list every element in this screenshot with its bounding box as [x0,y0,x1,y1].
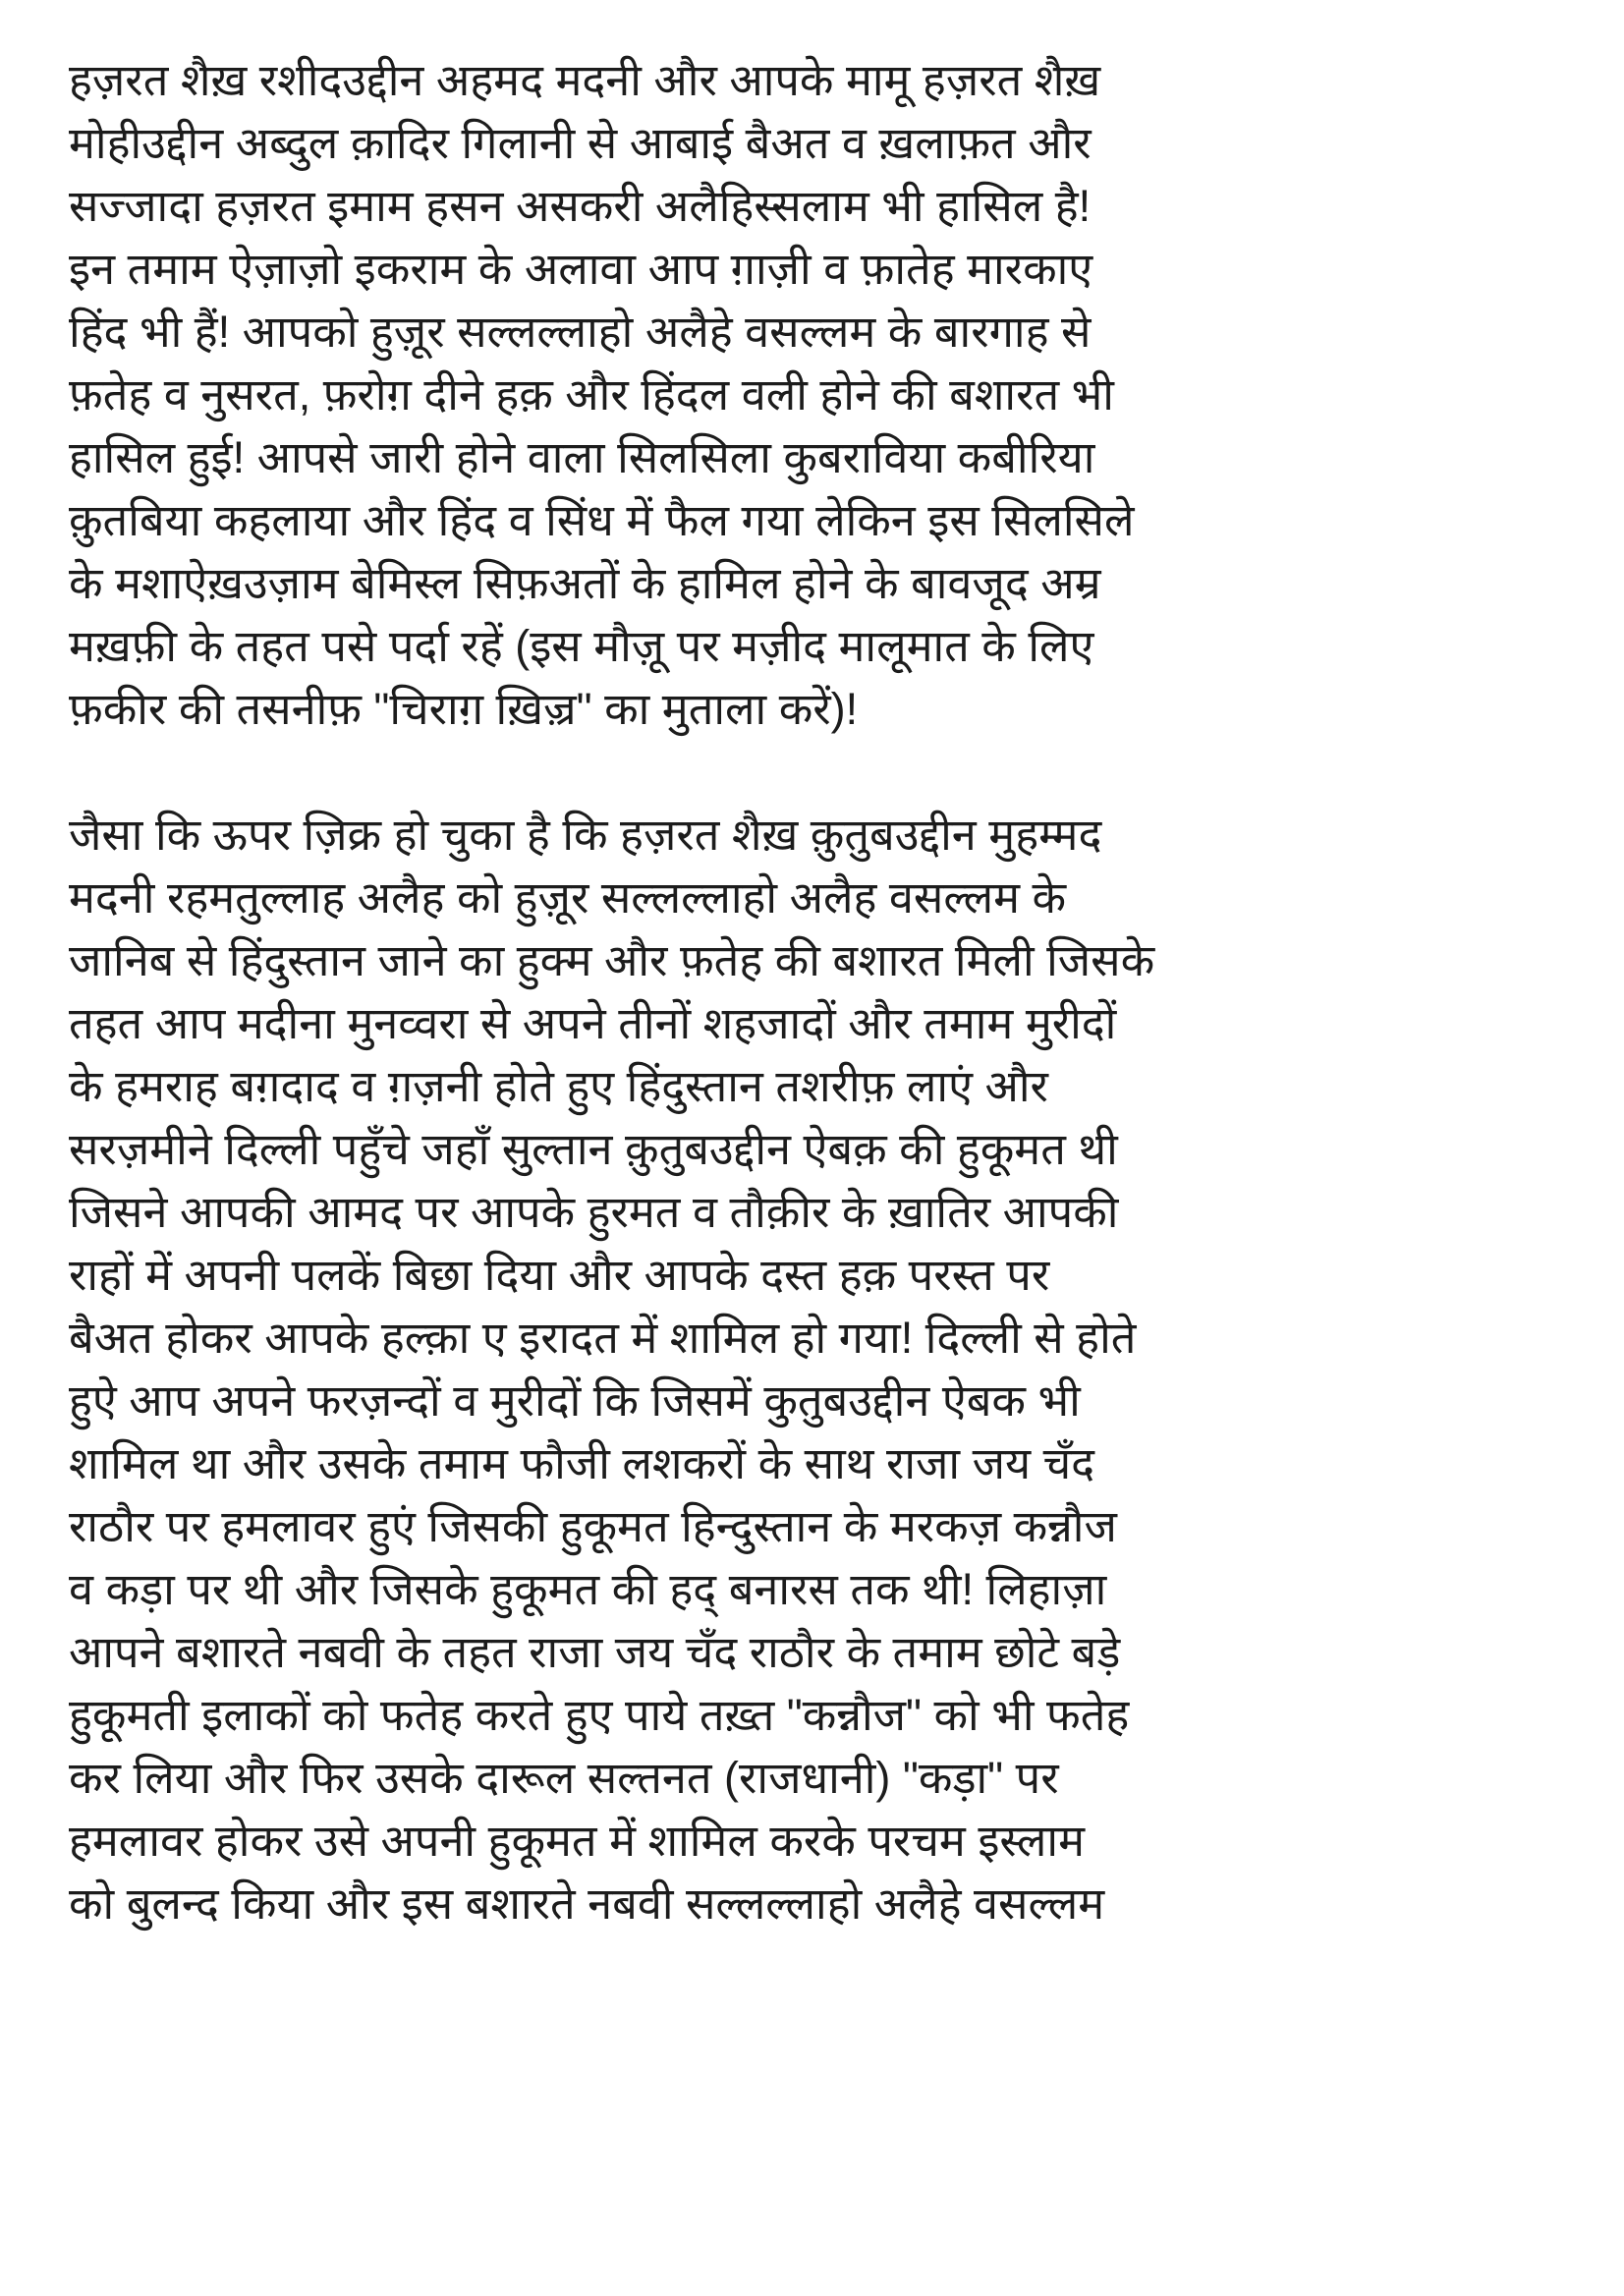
text-line: हुकूमती इलाकों को फतेह करते हुए पाये तख़्त "कन्नौज" को भी फतेह [69,1690,1130,1740]
text-line: मोहीउद्दीन अब्दुल क़ादिर गिलानी से आबाई बैअत व ख़लाफ़त और [69,118,1092,168]
text-line: के हमराह बग़दाद व ग़ज़नी होते हुए हिंदुस्तान तशरीफ़ लाएं और [69,1061,1048,1111]
text-line: तहत आप मदीना मुनव्वरा से अपने तीनों शहजादों और तमाम मुरीदों [69,998,1117,1048]
text-line: सरज़मीने दिल्ली पहुँचे जहाँ सुल्तान क़ुतुबउद्दीन ऐबक़ की हुकूमत थी [69,1124,1118,1174]
text-line: व कड़ा पर थी और जिसके हुकूमत की हद् बनारस तक थी! लिहाज़ा [69,1564,1107,1614]
text-line: को बुलन्द किया और इस बशारते नबवी सल्लल्लाहो अलैहे वसल्लम [69,1878,1105,1929]
text-line: फ़कीर की तसनीफ़ "चिराग़ ख़िज़्र" का मुताला करें)! [69,684,859,734]
text-line: के मशाऐख़उज़ाम बेमिस्ल सिफ़अतों के हामिल होने के बावजूद अम्र [69,558,1101,608]
text-line: हासिल हुई! आपसे जारी होने वाला सिलसिला कुबराविया कबीरिया [69,432,1095,482]
text-line: मदनी रहमतुल्लाह अलैह को हुज़ूर सल्लल्लाहो अलैह वसल्लम के [69,872,1067,923]
text-line: आपने बशारते नबवी के तहत राजा जय चँद राठौर के तमाम छोटे बड़े [69,1627,1121,1677]
text-line: मख़फ़ी के तहत पसे पर्दा रहें (इस मौज़ू पर मज़ीद मालूमात के लिए [69,621,1094,671]
text-line: हज़रत शैख़ रशीदउद्दीन अहमद मदनी और आपके मामू हज़रत शैख़ [69,55,1101,105]
text-line: सज्जादा हज़रत इमाम हसन असकरी अलैहिस्सलाम भी हासिल है! [69,181,1092,231]
paragraph-2 [69,804,1565,1935]
text-line: हमलावर होकर उसे अपनी हुकूमत में शामिल करके परचम इस्लाम [69,1816,1085,1866]
text-line: हुऐ आप अपने फरज़न्दों व मुरीदों कि जिसमें कुतुबउद्दीन ऐबक भी [69,1375,1081,1426]
text-line: फ़तेह व नुसरत, फ़रोग़ दीने हक़ और हिंदल वली होने की बशारत भी [69,369,1114,420]
text-line: शामिल था और उसके तमाम फौजी लशकरों के साथ राजा जय चँद [69,1438,1095,1488]
text-line: जैसा कि ऊपर ज़िक्र हो चुका है कि हज़रत शैख़ क़ुतुबउद्दीन मुहम्मद [69,810,1102,860]
text-line: इन तमाम ऐज़ाज़ो इकराम के अलावा आप ग़ाज़ी व फ़ातेह मारकाए [69,244,1093,294]
text-line: क़ुतबिया कहलाया और हिंद व सिंध में फैल गया लेकिन इस सिलसिले [69,495,1135,545]
text-line: बैअत होकर आपके हल्क़ा ए इरादत में शामिल हो गया! दिल्ली से होते [69,1313,1137,1363]
text-line: कर लिया और फिर उसके दारूल सल्तनत (राजधानी) "कड़ा" पर [69,1753,1059,1803]
paragraph-1 [69,49,1565,741]
text-line: जिसने आपकी आमद पर आपके हुरमत व तौक़ीर के ख़ातिर आपकी [69,1187,1119,1237]
text-line: हिंद भी हैं! आपको हुज़ूर सल्लल्लाहो अलैहे वसल्लम के बारगाह से [69,307,1092,357]
text-line: राहों में अपनी पलकें बिछा दिया और आपके दस्त हक़ परस्त पर [69,1250,1050,1300]
text-line: जानिब से हिंदुस्तान जाने का हुक्म और फ़तेह की बशारत मिली जिसके [69,935,1155,985]
text-line: राठौर पर हमलावर हुएं जिसकी हुकूमत हिन्दुस्तान के मरकज़ कन्नौज [69,1501,1117,1551]
